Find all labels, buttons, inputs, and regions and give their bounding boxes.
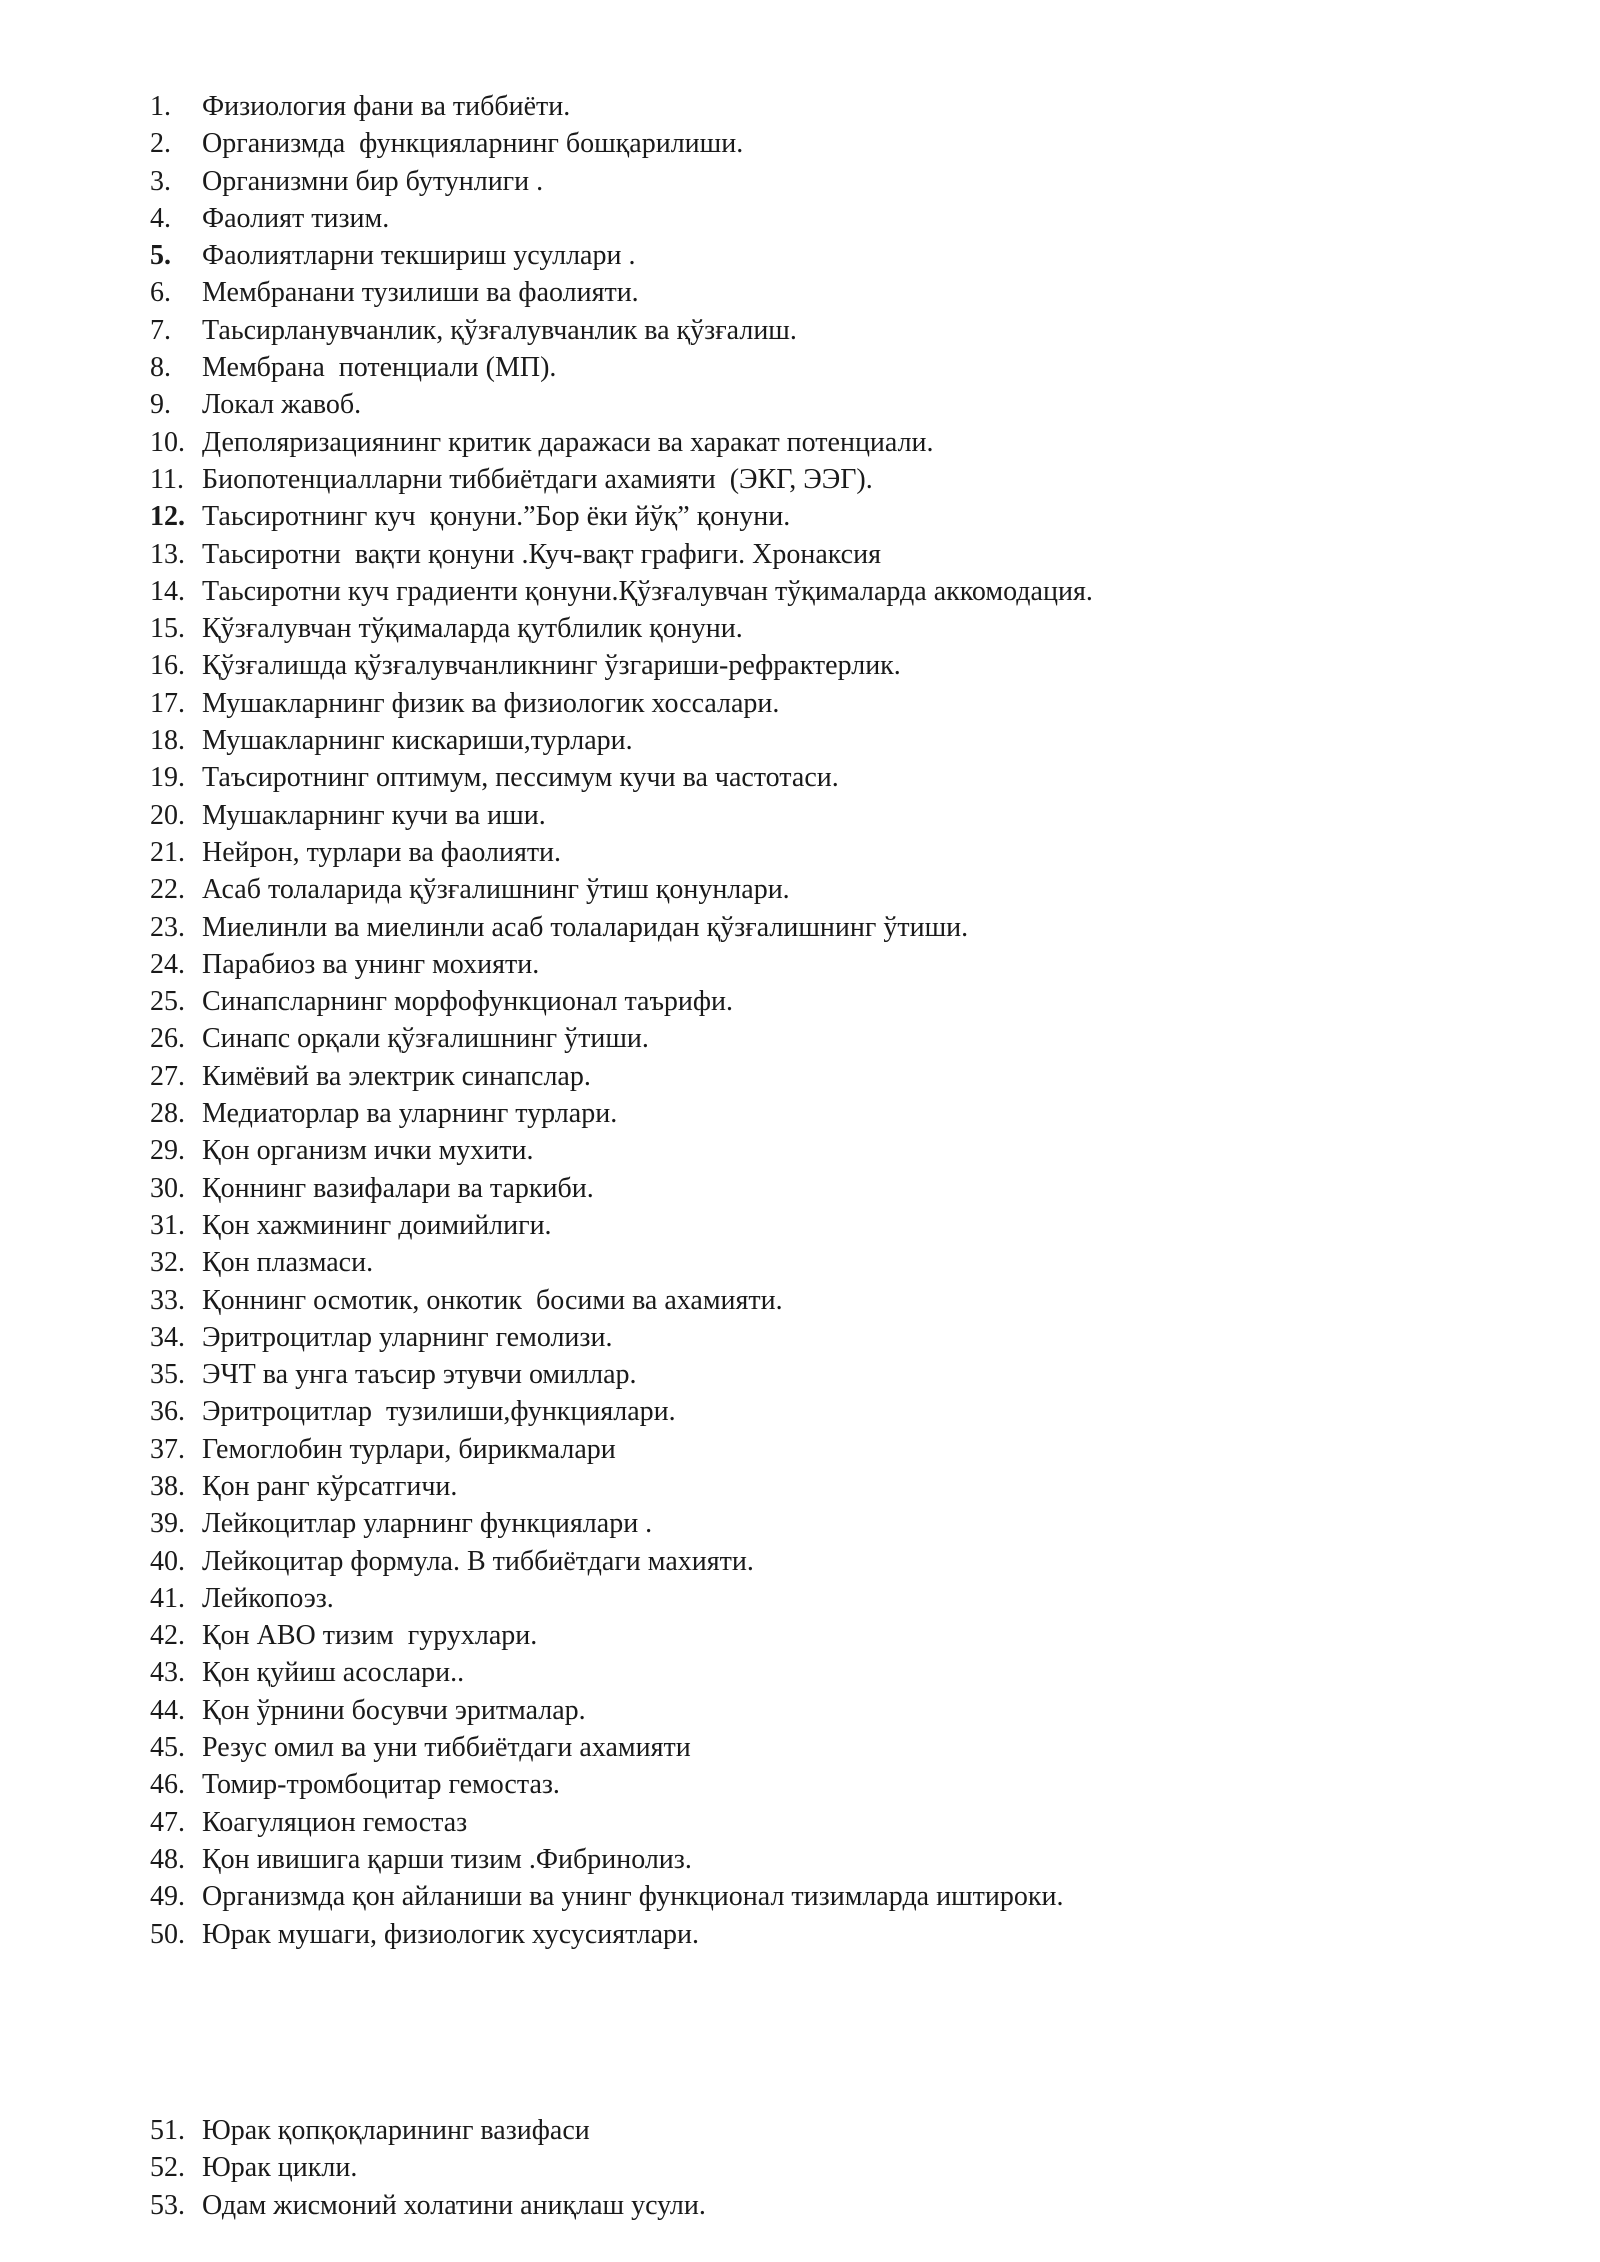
list-item (150, 834, 1450, 871)
item-number: 16. (150, 650, 185, 682)
item-number: 35. (150, 1359, 185, 1391)
item-number: 21. (150, 836, 185, 868)
item-text: Биопотенциалларни тиббиётдаги ахамияти (ЭКГ, ЭЭГ). (202, 463, 873, 495)
item-number: 40. (150, 1545, 185, 1577)
item-text: Таьсиротни куч градиенти қонуни.Қўзғалувчан тўқималарда аккомодация. (202, 575, 1093, 607)
item-text: Мушакларнинг кучи ва иши. (202, 799, 546, 831)
item-number: 18. (150, 725, 185, 757)
list-item (150, 759, 1450, 796)
list-item (150, 88, 1450, 125)
list-item (150, 1020, 1450, 1057)
item-number: 39. (150, 1508, 185, 1540)
item-number: 22. (150, 874, 185, 906)
list-item (150, 722, 1450, 759)
item-number: 36. (150, 1396, 185, 1428)
item-text: Нейрон, турлари ва фаолияти. (202, 836, 562, 868)
list-item (150, 200, 1450, 237)
item-text: Локал жавоб. (202, 389, 362, 421)
item-text: Медиаторлар ва уларнинг турлари. (202, 1098, 618, 1130)
item-number: 42. (150, 1620, 185, 1652)
list-item (150, 610, 1450, 647)
list-item (150, 2187, 1450, 2224)
list-item (150, 125, 1450, 162)
item-number: 7. (150, 314, 171, 346)
item-text: Кимёвий ва электрик синапслар. (202, 1060, 591, 1092)
list-item (150, 1393, 1450, 1430)
item-number: 48. (150, 1843, 185, 1875)
item-number: 17. (150, 687, 185, 719)
list-item (150, 1170, 1450, 1207)
item-number: 10. (150, 426, 185, 458)
item-text: Миелинли ва миелинли асаб толаларидан қўзғалишнинг ўтиши. (202, 911, 969, 943)
list-item (150, 573, 1450, 610)
item-text: Қоннинг вазифалари ва таркиби. (202, 1172, 594, 1204)
item-text: Эритроцитлар тузилиши,функциялари. (202, 1396, 676, 1428)
item-number: 51. (150, 2115, 185, 2146)
item-number: 31. (150, 1209, 185, 1241)
list-item (150, 946, 1450, 983)
item-number: 52. (150, 2152, 185, 2184)
item-number: 44. (150, 1694, 185, 1726)
item-text: Мушакларнинг кискариши,турлари. (202, 725, 633, 757)
list-item (150, 1766, 1450, 1803)
item-text: Таьсирланувчанлик, қўзғалувчанлик ва қўзғалиш. (202, 314, 797, 346)
item-number: 37. (150, 1433, 185, 1465)
list-item (150, 871, 1450, 908)
item-text: Фаолиятларни текшириш усуллари . (202, 240, 636, 272)
topic-list-part-1 (150, 88, 1450, 1953)
item-text: Томир-тромбоцитар гемостаз. (202, 1769, 560, 1801)
item-number: 9. (150, 389, 171, 421)
topic-list-part-2 (150, 2112, 1450, 2224)
list-item (150, 312, 1450, 349)
item-text: Мембрана потенциали (МП). (202, 352, 557, 384)
item-text: Таьсиротни вақти қонуни .Куч-вақт графиги. Хронаксия (202, 538, 881, 570)
item-number: 1. (150, 91, 171, 122)
item-number: 34. (150, 1321, 185, 1353)
item-text: Қон хажмининг доимийлиги. (202, 1209, 552, 1241)
list-item (150, 386, 1450, 423)
item-number: 20. (150, 799, 185, 831)
item-number: 15. (150, 613, 185, 645)
item-number: 38. (150, 1470, 185, 1502)
item-text: Қон ранг кўрсатгичи. (202, 1470, 458, 1502)
item-text: Физиология фани ва тиббиёти. (202, 91, 571, 122)
list-item (150, 498, 1450, 535)
item-text: Қон организм ички мухити. (202, 1135, 534, 1167)
list-item (150, 1878, 1450, 1915)
item-text: Мушакларнинг физик ва физиологик хоссалари. (202, 687, 780, 719)
item-number: 30. (150, 1172, 185, 1204)
item-text: Қон қуйиш асослари.. (202, 1657, 465, 1689)
list-item (150, 909, 1450, 946)
list-item (150, 1132, 1450, 1169)
item-number: 46. (150, 1769, 185, 1801)
list-item (150, 1692, 1450, 1729)
item-text: Гемоглобин турлари, бирикмалари (202, 1433, 616, 1465)
item-text: Асаб толаларида қўзғалишнинг ўтиш қонунлари. (202, 874, 790, 906)
list-item (150, 1282, 1450, 1319)
item-text: Юрак қопқоқларининг вазифаси (202, 2115, 590, 2146)
item-number: 4. (150, 202, 171, 234)
item-number: 53. (150, 2189, 185, 2221)
list-item (150, 1431, 1450, 1468)
list-item (150, 2112, 1450, 2149)
item-number: 49. (150, 1881, 185, 1913)
list-item (150, 163, 1450, 200)
list-item (150, 1804, 1450, 1841)
list-item (150, 424, 1450, 461)
item-number: 24. (150, 948, 185, 980)
item-number: 3. (150, 165, 171, 197)
item-text: Лейкоцитар формула. В тиббиётдаги махияти. (202, 1545, 754, 1577)
item-number: 50. (150, 1918, 185, 1950)
list-item (150, 461, 1450, 498)
item-text: Фаолият тизим. (202, 202, 390, 234)
item-number: 6. (150, 277, 171, 309)
item-number: 33. (150, 1284, 185, 1316)
item-text: Қон ивишига қарши тизим .Фибринолиз. (202, 1843, 692, 1875)
list-item (150, 2149, 1450, 2186)
list-item (150, 1505, 1450, 1542)
list-item (150, 1617, 1450, 1654)
item-text: Юрак мушаги, физиологик хусусиятлари. (202, 1918, 700, 1950)
item-text: Қон плазмаси. (202, 1247, 374, 1279)
list-item (150, 1244, 1450, 1281)
item-number: 14. (150, 575, 185, 607)
item-number: 12. (150, 501, 185, 533)
item-number: 28. (150, 1098, 185, 1130)
item-text: Қўзғалувчан тўқималарда қутблилик қонуни. (202, 613, 743, 645)
item-text: Одам жисмоний холатини аниқлаш усули. (202, 2189, 706, 2221)
item-number: 8. (150, 352, 171, 384)
list-item (150, 797, 1450, 834)
list-item (150, 1319, 1450, 1356)
list-item (150, 1207, 1450, 1244)
item-text: Лейкопоэз. (202, 1582, 334, 1614)
item-text: Қоннинг осмотик, онкотик босими ва ахамияти. (202, 1284, 783, 1316)
item-text: Таъсиротнинг оптимум, пессимум кучи ва частотаси. (202, 762, 839, 794)
item-number: 45. (150, 1732, 185, 1764)
item-number: 23. (150, 911, 185, 943)
item-text: ЭЧТ ва унга таъсир этувчи омиллар. (202, 1359, 637, 1391)
item-number: 32. (150, 1247, 185, 1279)
item-number: 43. (150, 1657, 185, 1689)
item-text: Организмда функцияларнинг бошқарилиши. (202, 128, 744, 160)
list-item (150, 1543, 1450, 1580)
list-item (150, 1916, 1450, 1953)
list-item (150, 1841, 1450, 1878)
item-number: 13. (150, 538, 185, 570)
list-item (150, 237, 1450, 274)
item-text: Таьсиротнинг куч қонуни.”Бор ёки йўқ” қонуни. (202, 501, 791, 533)
item-number: 19. (150, 762, 185, 794)
list-item (150, 1058, 1450, 1095)
item-number: 25. (150, 986, 185, 1018)
item-number: 41. (150, 1582, 185, 1614)
list-item (150, 685, 1450, 722)
item-number: 26. (150, 1023, 185, 1055)
item-number: 11. (150, 463, 184, 495)
item-text: Лейкоцитлар уларнинг функциялари . (202, 1508, 653, 1540)
list-item (150, 1095, 1450, 1132)
item-text: Қон ўрнини босувчи эритмалар. (202, 1694, 586, 1726)
item-text: Эритроцитлар уларнинг гемолизи. (202, 1321, 613, 1353)
item-text: Резус омил ва уни тиббиётдаги ахамияти (202, 1732, 691, 1764)
list-item (150, 349, 1450, 386)
item-text: Қўзғалишда қўзғалувчанликнинг ўзгариши-рефрактерлик. (202, 650, 901, 682)
item-text: Қон АВО тизим гурухлари. (202, 1620, 538, 1652)
list-item (150, 274, 1450, 311)
item-text: Мембранани тузилиши ва фаолияти. (202, 277, 639, 309)
item-text: Синапс орқали қўзғалишнинг ўтиши. (202, 1023, 649, 1055)
item-number: 2. (150, 128, 171, 160)
item-number: 27. (150, 1060, 185, 1092)
list-item (150, 1580, 1450, 1617)
item-number: 5. (150, 240, 171, 272)
list-item (150, 1468, 1450, 1505)
item-text: Коагуляцион гемостаз (202, 1806, 468, 1838)
list-item (150, 1729, 1450, 1766)
item-text: Юрак цикли. (202, 2152, 358, 2184)
item-text: Синапсларнинг морфофункционал таърифи. (202, 986, 734, 1018)
list-item (150, 983, 1450, 1020)
item-text: Парабиоз ва унинг мохияти. (202, 948, 540, 980)
item-number: 29. (150, 1135, 185, 1167)
list-item (150, 1654, 1450, 1691)
item-number: 47. (150, 1806, 185, 1838)
list-item (150, 1356, 1450, 1393)
list-item (150, 536, 1450, 573)
list-item (150, 647, 1450, 684)
item-text: Деполяризациянинг критик даражаси ва харакат потенциали. (202, 426, 934, 458)
item-text: Организмни бир бутунлиги . (202, 165, 544, 197)
item-text: Организмда қон айланиши ва унинг функционал тизимларда иштироки. (202, 1881, 1064, 1913)
